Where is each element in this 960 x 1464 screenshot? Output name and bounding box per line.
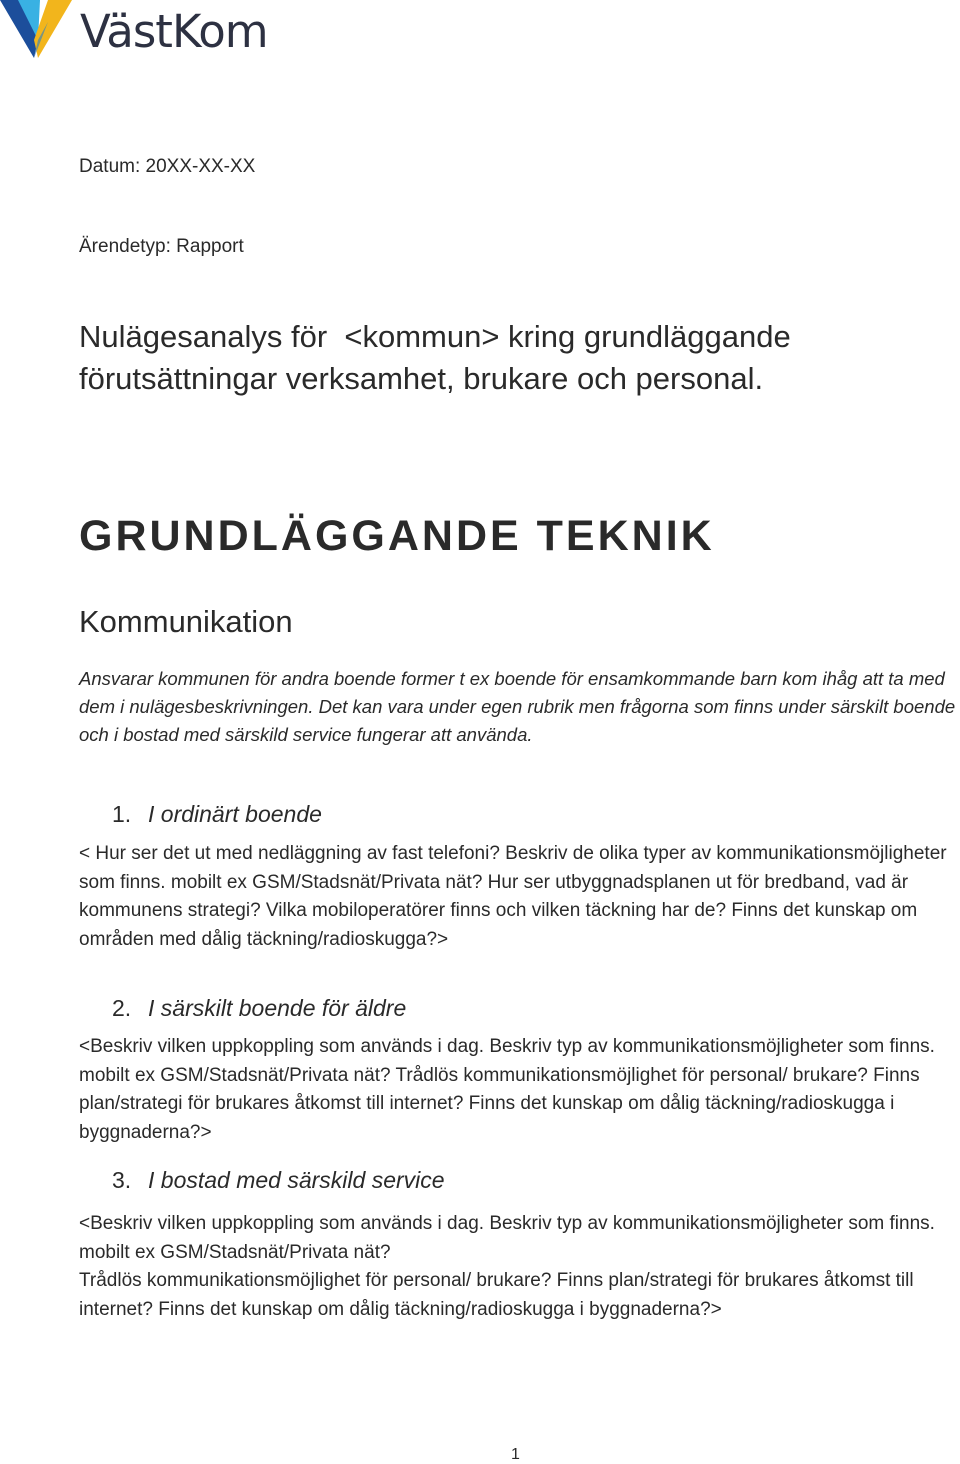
document-title-line2: förutsättningar verksamhet, brukare och personal. xyxy=(79,361,764,396)
section-intro: Ansvarar kommunen för andra boende former t ex boende för ensamkommande barn kom ihåg att ta med dem i nulägesbeskrivningen. Det kan vara under egen rubrik men frågorna som finns under särskilt boende och i bostad med särskild service fungerar att använda. xyxy=(79,668,956,745)
vastkom-logo xyxy=(0,0,300,64)
document-type: Ärendetyp: Rapport xyxy=(79,236,244,257)
item-3-body-line1: <Beskriv vilken uppkoppling som används i dag. Beskriv typ av kommunikationsmöjligheter som finns. mobilt ex GSM/Stadsnät/Privata nät? xyxy=(79,1213,935,1263)
item-3-number: 3. xyxy=(112,1167,132,1193)
vastkom-logo-icon xyxy=(0,0,76,62)
item-1-title: I ordinärt boende xyxy=(148,801,322,827)
item-3-title: I bostad med särskild service xyxy=(148,1167,445,1193)
section-subheading: Kommunikation xyxy=(79,604,293,639)
document-title-line1: Nulägesanalys för <kommun> kring grundläggande xyxy=(79,319,791,354)
item-2-body: <Beskriv vilken uppkoppling som används i dag. Beskriv typ av kommunikationsmöjligheter som finns. mobilt ex GSM/Stadsnät/Privata nät? Trådlös kommunikationsmöjlighet för personal/ brukare? Finns plan/strategi för brukares åtkomst till internet? Finns det kunskap om dålig täckning/radioskugga i byggnaderna?> xyxy=(79,1036,935,1143)
document-title xyxy=(79,316,939,400)
item-3-heading xyxy=(112,1167,445,1194)
item-2-heading xyxy=(112,995,406,1022)
item-1-number: 1. xyxy=(112,801,132,827)
page-number: 1 xyxy=(511,1446,520,1463)
item-2-number: 2. xyxy=(112,995,132,1021)
document-date: Datum: 20XX-XX-XX xyxy=(79,156,256,177)
item-1-body: < Hur ser det ut med nedläggning av fast telefoni? Beskriv de olika typer av kommunikationsmöjligheter som finns. mobilt ex GSM/Stadsnät/Privata nät? Hur ser utbyggnadsplanen ut för bredband, vad är kommunens strategi? Vilka mobiloperatörer finns och vilken täckning har de? Finns det kunskap om områden med dålig täckning/radioskugga?> xyxy=(79,843,947,950)
section-heading: GRUNDLÄGGANDE TEKNIK xyxy=(79,512,715,560)
item-2-title: I särskilt boende för äldre xyxy=(148,995,407,1021)
logo-wordmark: VästKom xyxy=(80,5,268,58)
item-1-heading xyxy=(112,801,322,828)
item-3-body xyxy=(79,1210,959,1324)
item-3-body-line2: Trådlös kommunikationsmöjlighet för personal/ brukare? Finns plan/strategi för brukares åtkomst till internet? Finns det kunskap om dålig täckning/radioskugga i byggnaderna?> xyxy=(79,1270,914,1320)
